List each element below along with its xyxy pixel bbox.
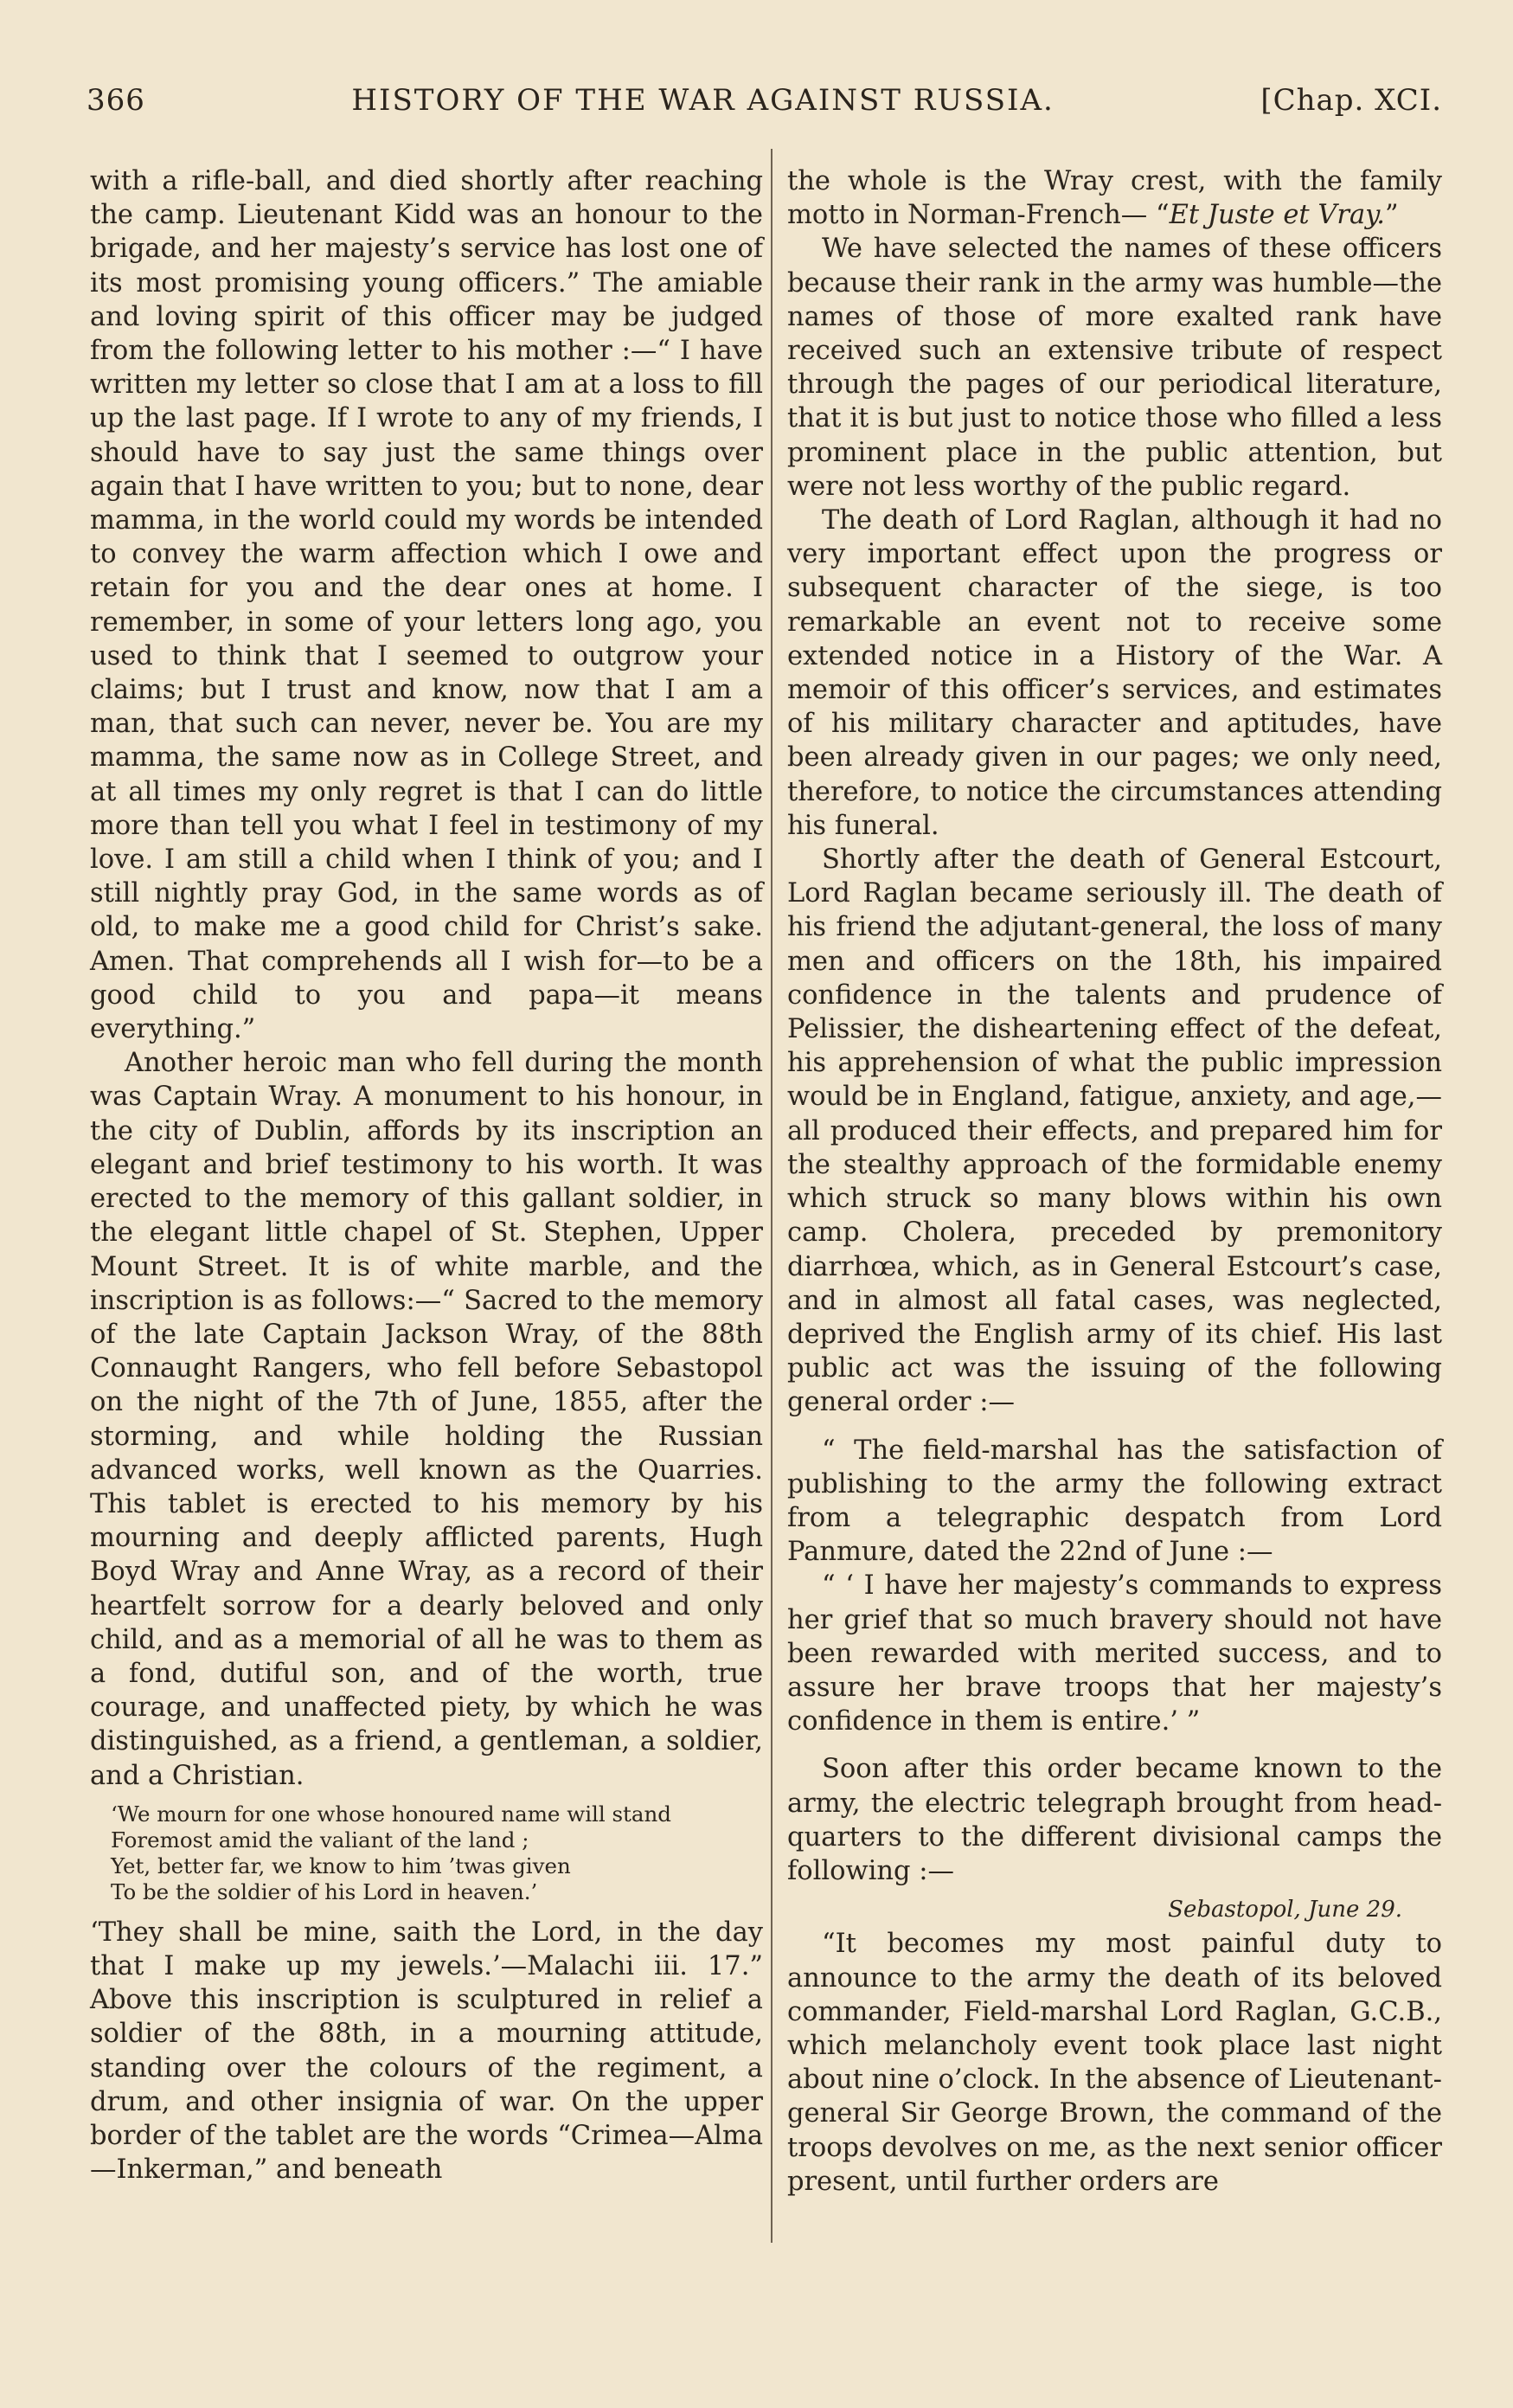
left-column — [90, 164, 763, 2186]
verse-line: Yet, better far, we know to him ’twas given — [111, 1853, 571, 1878]
paragraph-selected-names: We have selected the names of these officers because their rank in the army was humble—the names of those of more exalted rank have received such an extensive tribute of respect through the pages of our periodical literature, that it is but just to notice those who filled a less prominent place in the public attention, but were not less worthy of the public regard. — [787, 234, 1442, 502]
paragraph-inscription-end: ‘They shall be mine, saith the Lord, in the day that I make up my jewels.’—Malachi iii. 17.” Above this inscription is sculptured in relief a soldier of the 88th, in a mourning attitude, standing over the colours of the regiment, a drum, and other insignia of war. On the upper border of the tablet are the words “Crimea—Alma—Inkerman,” and beneath — [90, 1917, 763, 2186]
column-rule — [771, 149, 773, 2243]
spacer — [787, 1420, 1442, 1434]
crest-text-end: ” — [1385, 200, 1399, 231]
page-header — [87, 83, 1442, 138]
spacer — [787, 1738, 1442, 1752]
paragraph-general-order: “ The field-marshal has the satisfaction of publishing to the army the following extract from a telegraphic despatch from Lord Panmure, dated the 22nd of June :— — [787, 1435, 1442, 1568]
memorial-verse — [111, 1801, 763, 1905]
paragraph-kidd-letter: with a rifle-ball, and died shortly after reaching the camp. Lieutenant Kidd was an honour to the brigade, and her majesty’s service has lost one of its most promising young officers.” The amiable and loving spirit of this officer may be judged from the following letter to his mother :—“ I have written my letter so close that I am at a loss to fill up the last page. If I wrote to any of my friends, I should have to say just the same things over again that I have written to you; but to none, dear mamma, in the world could my words be intended to convey the warm affection which I owe and retain for you and the dear ones at home. I remember, in some of your letters long ago, you used to think that I seemed to outgrow your claims; but I trust and know, now that I am a man, that such can never, never be. You are my mamma, the same now as in College Street, and at all times my only regret is that I can do little more than tell you what I feel in testimony of my love. I am still a child when I think of you; and I still nightly pray God, in the same words as of old, to make me a good child for Christ’s sake. Amen. That comprehends all I wish for—to be a good child to you and papa—it means everything.” — [90, 166, 763, 1045]
paragraph-raglan-death: The death of Lord Raglan, although it had no very important effect upon the progress or subsequent character of the siege, is too remarkable an event not to receive some extended notice in a History of the War. A memoir of this officer’s services, and estimates of his military character and aptitudes, have been already given in our pages; we only need, therefore, to notice the circumstances attending his funeral. — [787, 505, 1442, 841]
verse-line: ‘We mourn for one whose honoured name will stand — [111, 1801, 671, 1827]
running-title: HISTORY OF THE WAR AGAINST RUSSIA. — [351, 83, 1055, 118]
paragraph-telegraph: Soon after this order became known to the army, the electric telegraph brought from head-quarters to the different divisional camps the following :— — [787, 1754, 1442, 1886]
verse-line: To be the soldier of his Lord in heaven.’ — [111, 1878, 538, 1904]
page-number: 366 — [87, 83, 145, 118]
paragraph-captain-wray: Another heroic man who fell during the month was Captain Wray. A monument to his honour, in the city of Dublin, affords by its inscription an elegant and brief testimony to his worth. It was erected to the memory of this gallant soldier, in the elegant little chapel of St. Stephen, Upper Mount Street. It is of white marble, and the inscription is as follows:—“ Sacred to the memory of the late Captain Jackson Wray, of the 88th Connaught Rangers, who fell before Sebastopol on the night of the 7th of June, 1855, after the storming, and while holding the Russian advanced works, well known as the Quarries. This tablet is erected to his memory by his mourning and deeply afflicted parents, Hugh Boyd Wray and Anne Wray, as a record of their heartfelt sorrow for a dearly beloved and only child, and as a memorial of all he was to them as a fond, dutiful son, and of the worth, true courage, and unaffected piety, by which he was distinguished, as a friend, a gentleman, a soldier, and a Christian. — [90, 1048, 763, 1791]
paragraph-raglan-illness: Shortly after the death of General Estcourt, Lord Raglan became seriously ill. The death of his friend the adjutant-general, the loss of many men and officers on the 18th, his impaired confidence in the talents and prudence of Pelissier, the disheartening effect of the defeat, his apprehension of what the public impression would be in England, fatigue, anxiety, and age,—all produced their effects, and prepared him for the stealthy approach of the formidable enemy which struck so many blows within his own camp. Cholera, preceded by premonitory diarrhœa, which, as in General Estcourt’s case, and in almost all fatal cases, was neglected, deprived the English army of its chief. His last public act was the issuing of the following general order :— — [787, 844, 1442, 1418]
crest-text: the whole is the Wray crest, with the family motto in Norman-French— “ — [787, 166, 1442, 231]
family-motto: Et Juste et Vray. — [1169, 200, 1385, 231]
dateline: Sebastopol, June 29. — [1168, 1897, 1402, 1923]
verse-line: Foremost amid the valiant of the land ; — [111, 1827, 529, 1853]
chapter-label: [Chap. XCI. — [1260, 83, 1442, 118]
paragraph-majesty-quote: “ ‘ I have her majesty’s commands to express her grief that so much bravery should not have been rewarded with merited success, and to assure her brave troops that her majesty’s confidence in them is entire.’ ” — [787, 1570, 1442, 1737]
paragraph-announcement: “It becomes my most painful duty to announce to the army the death of its beloved commander, Field-marshal Lord Raglan, G.C.B., which melancholy event took place last night about nine o’clock. In the absence of Lieutenant-general Sir George Brown, the command of the troops devolves on me, as the next senior officer present, until further orders are — [787, 1929, 1442, 2197]
right-column — [787, 164, 1442, 2199]
paragraph-wray-crest — [787, 164, 1442, 232]
